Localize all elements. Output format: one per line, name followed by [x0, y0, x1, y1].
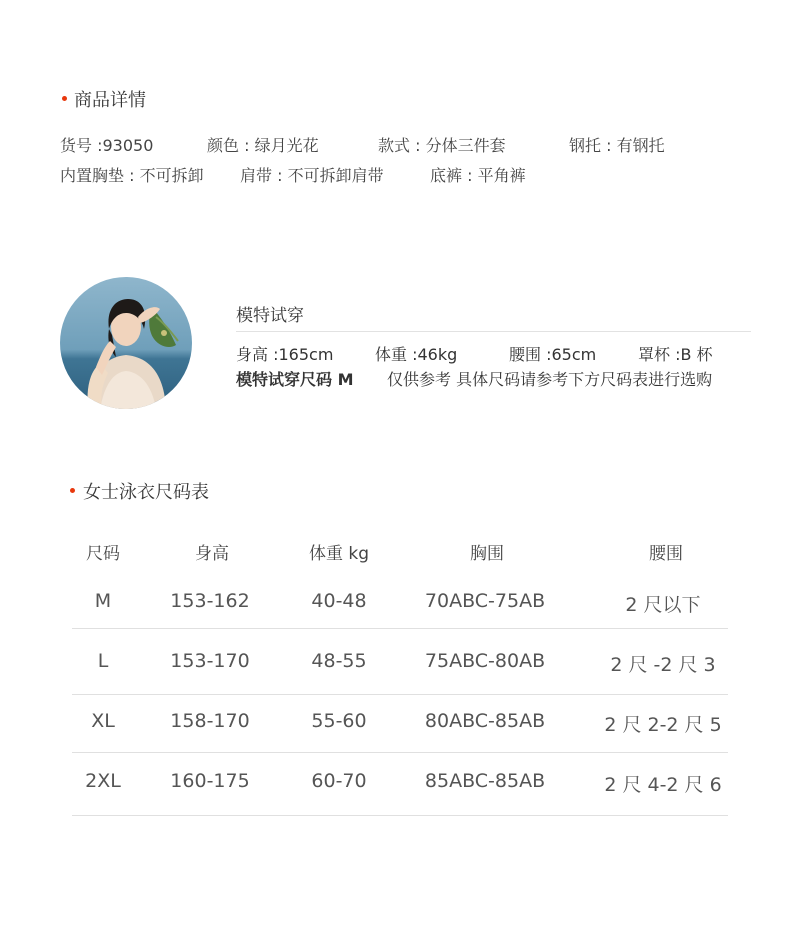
row-divider [72, 694, 728, 695]
cell-weight: 40-48 [311, 590, 367, 612]
cell-weight: 60-70 [311, 770, 367, 792]
cell-waist: 2 尺 4-2 尺 6 [604, 774, 722, 796]
cell-size: XL [91, 710, 115, 732]
cell-weight: 55-60 [311, 710, 367, 732]
cell-height: 153-170 [170, 650, 250, 672]
cell-waist: 2 尺以下 [625, 594, 701, 616]
detail-item-style: 款式 : 分体三件套 [378, 136, 506, 155]
cell-size: 2XL [85, 770, 121, 792]
row-divider [72, 752, 728, 753]
col-header-waist: 腰围 [649, 544, 683, 564]
model-size-label: 模特试穿尺码 M [236, 370, 354, 389]
col-header-weight: 体重 kg [308, 544, 370, 564]
detail-item-sku: 货号 :93050 [60, 136, 154, 155]
cell-waist: 2 尺 2-2 尺 5 [604, 714, 722, 736]
cell-size: L [97, 650, 109, 672]
cell-height: 160-175 [170, 770, 250, 792]
model-cup: 罩杯 :B 杯 [638, 345, 713, 364]
cell-weight: 48-55 [311, 650, 367, 672]
col-header-height: 身高 [195, 544, 229, 564]
model-avatar [60, 277, 192, 409]
detail-item-straps: 肩带 : 不可拆卸肩带 [240, 166, 384, 185]
cell-bust: 85ABC-85AB [424, 770, 546, 792]
detail-item-bottom: 底裤 : 平角裤 [430, 166, 526, 185]
model-divider [236, 331, 751, 332]
detail-item-underwire: 钢托 : 有钢托 [569, 136, 665, 155]
model-title: 模特试穿 [236, 306, 304, 326]
cell-height: 158-170 [170, 710, 250, 732]
cell-waist: 2 尺 -2 尺 3 [610, 654, 716, 676]
model-size-note: 仅供参考 具体尺码请参考下方尺码表进行选购 [387, 370, 713, 389]
row-divider [72, 628, 728, 629]
col-header-size: 尺码 [86, 544, 120, 564]
col-header-bust: 胸围 [470, 544, 504, 564]
detail-item-color: 颜色 : 绿月光花 [207, 136, 319, 155]
cell-bust: 70ABC-75AB [424, 590, 546, 612]
row-divider [72, 815, 728, 816]
cell-height: 153-162 [170, 590, 250, 612]
model-waist: 腰围 :65cm [509, 345, 597, 364]
cell-size: M [94, 590, 112, 612]
model-height: 身高 :165cm [236, 345, 334, 364]
section-bullet [62, 96, 67, 101]
cell-bust: 80ABC-85AB [424, 710, 546, 732]
model-photo-icon [60, 277, 192, 409]
section-bullet [70, 488, 75, 493]
product-details-title: 商品详情 [74, 90, 146, 111]
model-weight: 体重 :46kg [375, 345, 458, 364]
detail-item-pads: 内置胸垫 : 不可拆卸 [60, 166, 204, 185]
size-chart-title: 女士泳衣尺码表 [83, 482, 209, 503]
cell-bust: 75ABC-80AB [424, 650, 546, 672]
